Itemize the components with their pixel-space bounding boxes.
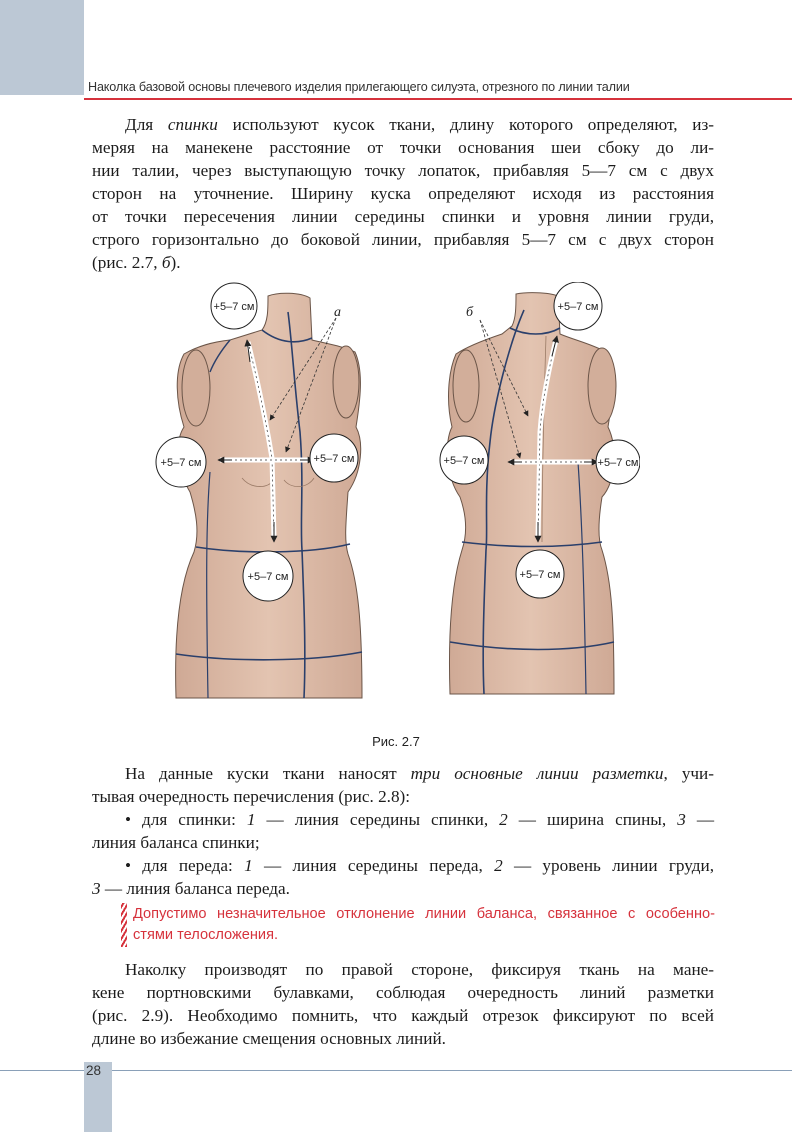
bullet-back-line-2: линия баланса спинки;: [92, 833, 260, 852]
front-right-armcap: [333, 346, 359, 418]
front-circle-bottom: [243, 551, 293, 601]
note-line-2: стями телосложения.: [133, 927, 279, 943]
svg-text:+5–7 см: +5–7 см: [160, 457, 202, 469]
markings-line-2: тывая очередность перечисления (рис. 2.8):: [92, 787, 411, 806]
intro-line-7: (рис. 2.7, б).: [92, 253, 181, 272]
back-circle-right: [596, 440, 640, 484]
svg-text:+5–7 см: +5–7 см: [213, 301, 255, 313]
page-number: 28: [86, 1063, 102, 1078]
markings-paragraph: [92, 762, 714, 900]
note-accent-bar: [121, 903, 127, 947]
back-letter-label: б: [466, 305, 474, 320]
svg-text:+5–7 см: +5–7 см: [597, 457, 639, 469]
back-mannequin: [440, 282, 640, 694]
back-circle-bottom: [516, 550, 564, 598]
svg-text:+5–7 см: +5–7 см: [247, 571, 289, 583]
back-left-armcap: [453, 350, 479, 422]
intro-line-4: сторон на уточнение. Ширину куска определяют исходя из расстояния: [92, 184, 714, 203]
front-mannequin: [156, 283, 362, 698]
header-rule: [84, 98, 792, 100]
final-line-2: кене портновскими булавками, соблюдая очередность линий разметки: [92, 983, 714, 1002]
front-circle-left: [156, 437, 206, 487]
final-line-4: длине во избежание смещения основных линий.: [92, 1029, 446, 1048]
front-circle-top: [211, 283, 257, 329]
intro-line-3: нии талии, через выступающую точку лопаток, прибавляя 5—7 см с двух: [92, 161, 714, 180]
final-paragraph: [92, 958, 714, 1050]
bullet-front-line-1: • для переда: 1 — линия середины переда, 2 — уровень линии груди,: [125, 856, 715, 875]
note-line-1: Допустимо незначительное отклонение линии баланса, связанное с особенно-: [133, 906, 715, 922]
bullet-back-line-1: • для спинки: 1 — линия середины спинки, 2 — ширина спины, 3 —: [125, 810, 715, 829]
back-body: [447, 293, 614, 694]
front-body: [176, 293, 362, 698]
front-left-armcap: [182, 350, 210, 426]
front-circle-right: [310, 434, 358, 482]
svg-text:+5–7 см: +5–7 см: [557, 301, 599, 313]
figure-caption: Рис. 2.7: [372, 734, 420, 749]
svg-text:+5–7 см: +5–7 см: [519, 569, 561, 581]
intro-line-6: строго горизонтально до боковой линии, прибавляя 5—7 см с двух сторон: [92, 230, 714, 249]
markings-line-1: На данные куски ткани наносят три основные линии разметки, учи-: [125, 764, 714, 783]
note-callout: [133, 904, 715, 946]
intro-line-2: меряя на манекене расстояние от точки основания шеи сбоку до ли-: [92, 138, 714, 157]
intro-line-1: Для спинки используют кусок ткани, длину которого определяют, из-: [125, 115, 714, 134]
intro-line-5: от точки пересечения линии середины спинки и уровня линии груди,: [92, 207, 714, 226]
back-circle-left: [440, 436, 488, 484]
intro-paragraph: [92, 113, 714, 274]
front-letter-label: а: [334, 305, 341, 320]
final-line-1: Наколку производят по правой стороне, фиксируя ткань на мане-: [125, 960, 714, 979]
back-right-armcap: [588, 348, 616, 424]
svg-text:+5–7 см: +5–7 см: [313, 453, 355, 465]
back-circle-top: [554, 282, 602, 330]
figure-mannequins: [150, 282, 640, 722]
header-side-tab: [0, 0, 84, 95]
footer-rule: [0, 1070, 792, 1071]
bullet-front-line-2: 3 — линия баланса переда.: [92, 879, 290, 898]
final-line-3: (рис. 2.9). Необходимо помнить, что каждый отрезок фиксируют по всей: [92, 1006, 714, 1025]
running-head: Наколка базовой основы плечевого изделия прилегающего силуэта, отрезного по линии талии: [88, 80, 630, 94]
svg-text:+5–7 см: +5–7 см: [443, 455, 485, 467]
